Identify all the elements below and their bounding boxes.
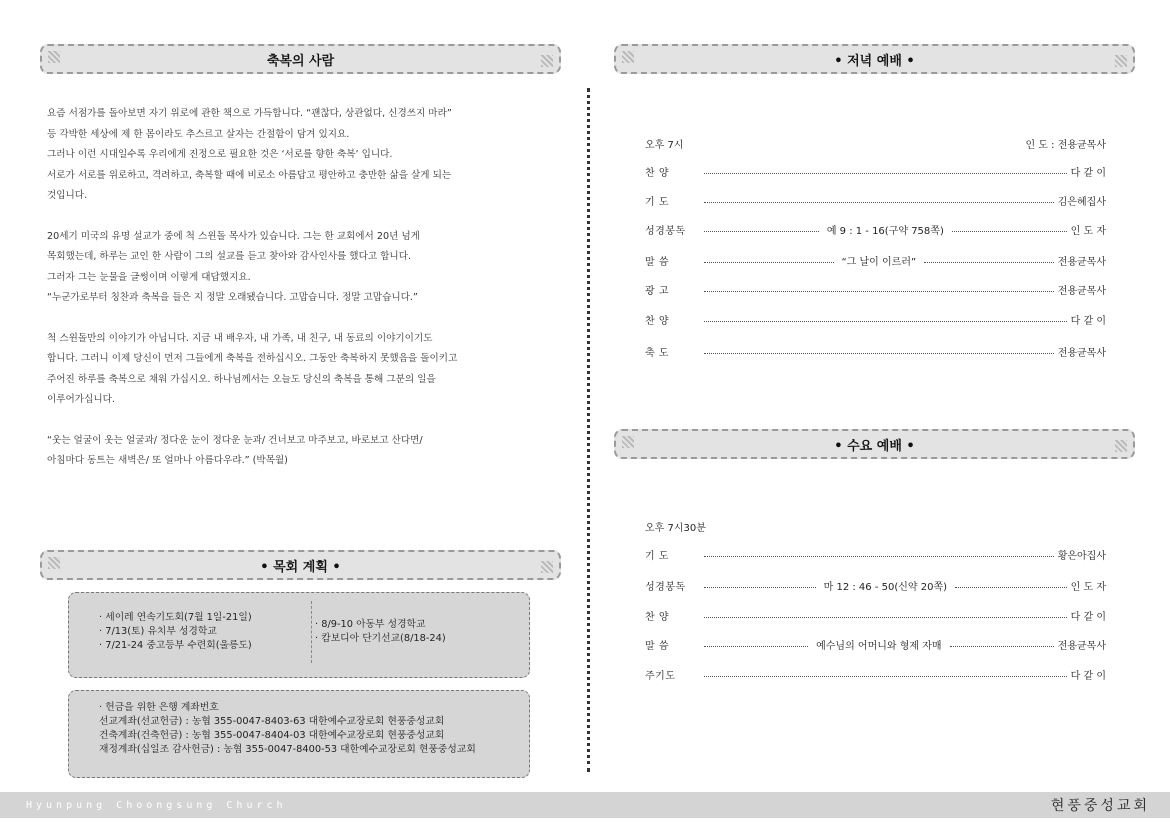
order-row: [645, 252, 1106, 268]
order-row: [645, 343, 1106, 359]
wednesday-time: 오후 7시30분: [645, 523, 706, 534]
church-name-korean: 현풍중성교회: [1050, 798, 1150, 814]
order-row: [645, 666, 1106, 682]
bank-account-list: [99, 701, 476, 757]
order-label: 주기도: [645, 670, 676, 682]
bank-account: 재정계좌(십일조 감사헌금) : 농협 355-0047-8400-53 대한예수교장로회 현풍중성교회: [99, 744, 476, 755]
bank-account: 선교계좌(선교헌금) : 농협 355-0047-8403-63 대한예수교장로회 현풍중성교회: [99, 716, 445, 727]
order-value: 다 같 이: [1070, 167, 1106, 179]
order-row: [645, 577, 1106, 593]
order-value: 다 같 이: [1070, 315, 1106, 327]
order-value: 인 도 자: [1070, 581, 1106, 593]
leader-dots: [704, 587, 816, 588]
order-value: 인 도 자: [1070, 225, 1106, 237]
order-value: 다 같 이: [1070, 611, 1106, 623]
banner-ornament: [1115, 55, 1127, 67]
order-value: 다 같 이: [1070, 670, 1106, 682]
leader-dots: [952, 231, 1067, 232]
banner-ornament: [622, 51, 634, 63]
order-row: [645, 192, 1106, 208]
leader-dots: [704, 173, 1067, 174]
article-paragraph-4: “웃는 얼굴이 웃는 얼굴과/ 정다운 눈이 정다운 눈과/ 건너보고 마주보고, 바로보고 산다면/ 아침마다 동트는 새벽은/ 또 얼마나 아름다우랴.” (박목월): [47, 434, 423, 466]
evening-time: 오후 7시: [645, 140, 684, 151]
banner-ornament: [541, 561, 553, 573]
banner-ornament: [1115, 440, 1127, 452]
blessing-banner: [40, 44, 561, 74]
leader-dots: [704, 646, 808, 647]
order-label: 축 도: [645, 347, 669, 359]
evening-leader: 인 도 : 전용균목사: [1025, 140, 1106, 151]
article-paragraph-3: 척 스윈돌만의 이야기가 아닙니다. 지금 내 배우자, 내 가족, 내 친구, 내 동료의 이야기이기도 합니다. 그러니 이제 당신이 먼저 그들에게 축복을 전하십시오. 그동안 축복하지 못했음을 돌이키고 주어진 하루를 축복으로 채워 가십시오. 하나님께서는 오늘도 당신의 축복을 통해 그분의 일을 이루어가십니다.: [47, 332, 458, 405]
order-row: [645, 281, 1106, 297]
bank-account-box: [68, 690, 530, 778]
plan-title: • 목회 계획 •: [260, 559, 341, 575]
order-label: 말 씀: [645, 640, 669, 652]
order-label: 성경봉독: [645, 225, 686, 237]
leader-dots: [950, 646, 1054, 647]
blessing-article: [47, 104, 567, 492]
order-label: 찬 양: [645, 611, 669, 623]
leader-dots: [955, 587, 1067, 588]
wednesday-service-title: • 수요 예배 •: [834, 438, 915, 454]
schedule-item: · 7/21-24 중고등부 수련회(울릉도): [99, 640, 252, 651]
leader-dots: [704, 202, 1054, 203]
order-label: 기 도: [645, 196, 669, 208]
order-value: 전용균목사: [1057, 285, 1106, 297]
bank-account: 건축계좌(건축헌금) : 농협 355-0047-8404-03 대한예수교장로회 현풍중성교회: [99, 730, 445, 741]
leader-dots: [704, 291, 1054, 292]
banner-ornament: [622, 436, 634, 448]
page-divider: [587, 88, 590, 772]
leader-dots: [704, 676, 1067, 677]
footer-bar: [0, 792, 1170, 818]
leader-dots: [704, 353, 1054, 354]
bank-heading: · 헌금을 위한 은행 계좌번호: [99, 702, 219, 713]
banner-ornament: [48, 557, 60, 569]
schedule-column-1: [99, 611, 252, 653]
leader-dots: [704, 321, 1067, 322]
banner-ornament: [541, 55, 553, 67]
blessing-title: 축복의 사람: [266, 53, 335, 69]
schedule-box: [68, 592, 530, 678]
evening-service-title: • 저녁 예배 •: [834, 53, 915, 69]
leader-dots: [924, 262, 1054, 263]
order-label: 말 씀: [645, 256, 669, 268]
schedule-item: · 캄보디아 단기선교(8/18-24): [315, 633, 446, 644]
order-row: [645, 636, 1106, 652]
order-value: 전용균목사: [1057, 347, 1106, 359]
schedule-item: · 8/9-10 아동부 성경학교: [315, 619, 426, 630]
order-value: 전용균목사: [1057, 640, 1106, 652]
banner-ornament: [48, 51, 60, 63]
schedule-divider: [311, 601, 312, 663]
order-label: 찬 양: [645, 315, 669, 327]
schedule-item: · 7/13(토) 유치부 성경학교: [99, 626, 217, 637]
sermon-title: “그 날이 이르러”: [841, 256, 917, 268]
leader-dots: [704, 556, 1054, 557]
article-paragraph-1: 요즘 서점가를 돌아보면 자기 위로에 관한 책으로 가득합니다. “괜찮다, 상관없다, 신경쓰지 마라” 등 각박한 세상에 제 한 몸이라도 추스르고 살자는 간절함이 담겨 있지요. 그러나 이런 시대일수록 우리에게 진정으로 필요한 것은 ‘서로를 향한 축복’ 입니다. 서로가 서로를 위로하고, 격려하고, 축복할 때에 비로소 아름답고 평안하고 충만한 삶을 살게 되는 것입니다.: [47, 108, 452, 201]
order-label: 찬 양: [645, 167, 669, 179]
leader-dots: [704, 262, 834, 263]
order-value: 황은아집사: [1057, 550, 1106, 562]
order-label: 성경봉독: [645, 581, 686, 593]
order-row: [645, 607, 1106, 623]
order-value: 김은혜집사: [1057, 196, 1106, 208]
wednesday-service-banner: [614, 429, 1135, 459]
church-name-english: Hyunpung Choongsung Church: [26, 799, 287, 811]
order-row: [645, 546, 1106, 562]
evening-service-banner: [614, 44, 1135, 74]
order-detail: 예 9 : 1 - 16(구약 758쪽): [826, 225, 944, 237]
leader-dots: [704, 617, 1067, 618]
sermon-title: 예수님의 어머니와 형제 자매: [816, 640, 942, 652]
order-label: 광 고: [645, 285, 669, 297]
leader-dots: [704, 231, 819, 232]
order-value: 전용균목사: [1057, 256, 1106, 268]
order-detail: 마 12 : 46 - 50(신약 20쪽): [823, 581, 948, 593]
order-label: 기 도: [645, 550, 669, 562]
plan-banner: [40, 550, 561, 580]
schedule-column-2: [315, 618, 446, 646]
schedule-item: · 세이레 연속기도회(7월 1일-21일): [99, 612, 252, 623]
order-row: [645, 221, 1106, 237]
order-row: [645, 311, 1106, 327]
article-paragraph-2: 20세기 미국의 유명 설교가 중에 척 스윈돌 목사가 있습니다. 그는 한 교회에서 20년 넘게 목회했는데, 하루는 교인 한 사람이 그의 설교를 듣고 찾아와 감사인사를 했다고 합니다. 그러자 그는 눈물을 글썽이며 이렇게 대답했지요. “누군가로부터 칭찬과 축복을 들은 지 정말 오래됐습니다. 고맙습니다. 정말 고맙습니다.”: [47, 230, 420, 303]
order-row: [645, 163, 1106, 179]
